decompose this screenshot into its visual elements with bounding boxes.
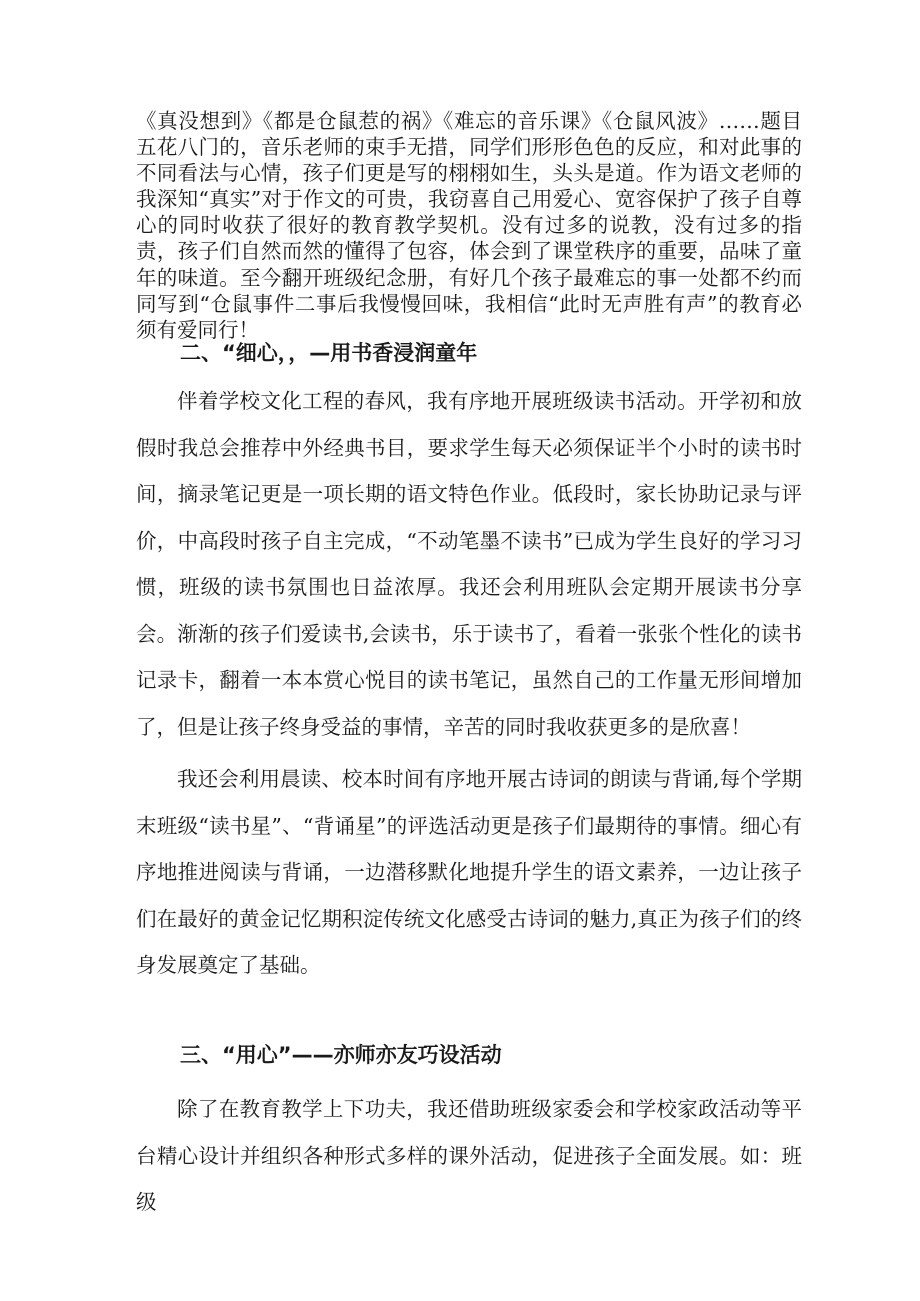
section-three-heading: 三、“用心”——亦师亦友巧设活动 (180, 1043, 502, 1067)
section-two-paragraph-2: 我还会利用晨读、校本时间有序地开展古诗词的朗读与背诵,每个学期末班级“读书星”、“背诵星”的评选活动更是孩子们最期待的事情。细心有序地推进阅读与背诵，一边潜移默化地提升学生的语文素养，一边让孩子们在最好的黄金记忆期积淀传统文化感受古诗词的魅力,真正为孩子们的终身发展奠定了基础。 (136, 767, 802, 977)
intro-block (136, 108, 802, 343)
section-three-paragraph-1: 除了在教育教学上下功夫，我还借助班级家委会和学校家政活动等平台精心设计并组织各种形式多样的课外活动，促进孩子全面发展。如：班级 (136, 1097, 802, 1214)
intro-paragraph: 《真没想到》《都是仓鼠惹的祸》《难忘的音乐课》《仓鼠风波》……题目五花八门的，音乐老师的束手无措，同学们形形色色的反应，和对此事的不同看法与心情，孩子们更是写的栩栩如生，头头是道。作为语文老师的我深知“真实”对于作文的可贵，我窃喜自己用爱心、宽容保护了孩子自尊心的同时收获了很好的教育教学契机。没有过多的说教，没有过多的指责，孩子们自然而然的懂得了包容，体会到了课堂秩序的重要，品味了童年的味道。至今翻开班级纪念册，有好几个孩子最难忘的事一处都不约而同写到“仓鼠事件二事后我慢慢回味，我相信“此时无声胜有声”的教育必须有爱同行！ (136, 109, 802, 342)
section-two-heading: 二、“细心，，—用书香浸润童年 (180, 341, 478, 365)
section-two-paragraph-1: 伴着学校文化工程的春风，我有序地开展班级读书活动。开学初和放假时我总会推荐中外经典书目，要求学生每天必须保证半个小时的读书时间，摘录笔记更是一项长期的语文特色作业。低段时，家长协助记录与评价，中高段时孩子自主完成，“不动笔墨不读书”已成为学生良好的学习习惯，班级的读书氛围也日益浓厚。我还会利用班队会定期开展读书分享会。渐渐的孩子们爱读书,会读书，乐于读书了，看着一张张个性化的读书记录卡，翻着一本本赏心悦目的读书笔记，虽然自己的工作量无形间增加了，但是让孩子终身受益的事情，辛苦的同时我收获更多的是欣喜！ (136, 389, 802, 739)
